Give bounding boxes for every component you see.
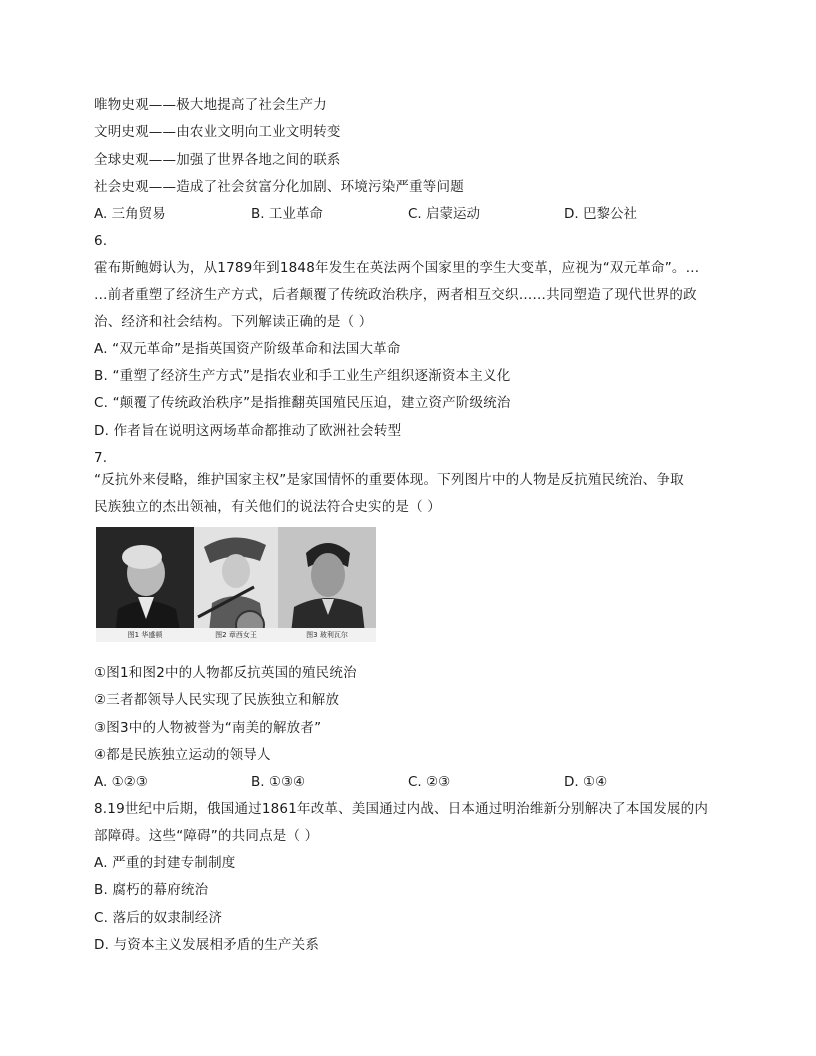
q5-option-a[interactable]: A. 三角贸易 xyxy=(94,206,166,222)
q7-option-a[interactable]: A. ①②③ xyxy=(94,774,148,790)
q8-stem-line: 部障碍。这些“障碍”的共同点是（ ） xyxy=(94,828,319,844)
q6-option-d[interactable]: D. 作者旨在说明这两场革命都推动了欧洲社会转型 xyxy=(94,423,402,439)
q6-stem-line: 霍布斯鲍姆认为，从1789年到1848年发生在英法两个国家里的孪生大变革，应视为“双元革命”。… xyxy=(94,260,700,276)
portrait-bolivar-image xyxy=(278,527,376,642)
viewpoint-line: 全球史观——加强了世界各地之间的联系 xyxy=(94,152,341,168)
q6-option-a[interactable]: A. “双元革命”是指英国资产阶级革命和法国大革命 xyxy=(94,341,401,357)
q8-stem-line: 8.19世纪中后期，俄国通过1861年改革、美国通过内战、日本通过明治维新分别解决了本国发展的内 xyxy=(94,801,709,817)
q7-stem-line: “反抗外来侵略，维护国家主权”是家国情怀的重要体现。下列图片中的人物是反抗殖民统治、争取 xyxy=(94,472,684,488)
q7-statement-4: ④都是民族独立运动的领导人 xyxy=(94,747,271,763)
q6-number: 6. xyxy=(94,233,108,249)
q7-number: 7. xyxy=(94,450,108,466)
q8-option-b[interactable]: B. 腐朽的幕府统治 xyxy=(94,882,209,898)
figure-3-portrait xyxy=(278,527,376,642)
q6-stem-line: …前者重塑了经济生产方式，后者颠覆了传统政治秩序，两者相互交织……共同塑造了现代世界的政 xyxy=(94,287,697,303)
q6-stem-line: 治、经济和社会结构。下列解读正确的是（ ） xyxy=(94,314,373,330)
q7-option-d[interactable]: D. ①④ xyxy=(564,774,608,790)
q5-option-b[interactable]: B. 工业革命 xyxy=(251,206,323,222)
q7-statement-3: ③图3中的人物被誉为“南美的解放者” xyxy=(94,720,322,736)
q7-statement-2: ②三者都领导人民实现了民族独立和解放 xyxy=(94,692,340,708)
q7-option-b[interactable]: B. ①③④ xyxy=(251,774,306,790)
q8-option-d[interactable]: D. 与资本主义发展相矛盾的生产关系 xyxy=(94,937,320,953)
figure-1-portrait xyxy=(96,527,194,642)
q5-option-c[interactable]: C. 启蒙运动 xyxy=(408,206,481,222)
viewpoint-line: 社会史观——造成了社会贫富分化加剧、环境污染严重等问题 xyxy=(94,179,464,195)
figure-1-caption: 图1 华盛顿 xyxy=(96,628,194,642)
viewpoint-line: 文明史观——由农业文明向工业文明转变 xyxy=(94,124,341,140)
figure-2-caption: 图2 章西女王 xyxy=(194,628,278,642)
q7-option-c[interactable]: C. ②③ xyxy=(408,774,451,790)
figure-3-caption: 图3 玻利瓦尔 xyxy=(278,628,376,642)
q7-stem-line: 民族独立的杰出领袖，有关他们的说法符合史实的是（ ） xyxy=(94,499,441,515)
q7-statement-1: ①图1和图2中的人物都反抗英国的殖民统治 xyxy=(94,665,357,681)
q5-option-d[interactable]: D. 巴黎公社 xyxy=(564,206,637,222)
viewpoint-line: 唯物史观——极大地提高了社会生产力 xyxy=(94,97,327,113)
q6-option-b[interactable]: B. “重塑了经济生产方式”是指农业和手工业生产组织逐渐资本主义化 xyxy=(94,368,511,384)
q7-figure-strip xyxy=(96,527,376,642)
portrait-rani-image xyxy=(194,527,278,642)
q8-option-c[interactable]: C. 落后的奴隶制经济 xyxy=(94,910,223,926)
q8-option-a[interactable]: A. 严重的封建专制制度 xyxy=(94,855,236,871)
figure-2-portrait xyxy=(194,527,278,642)
portrait-washington-image xyxy=(96,527,194,642)
q6-option-c[interactable]: C. “颠覆了传统政治秩序”是指推翻英国殖民压迫，建立资产阶级统治 xyxy=(94,395,511,411)
